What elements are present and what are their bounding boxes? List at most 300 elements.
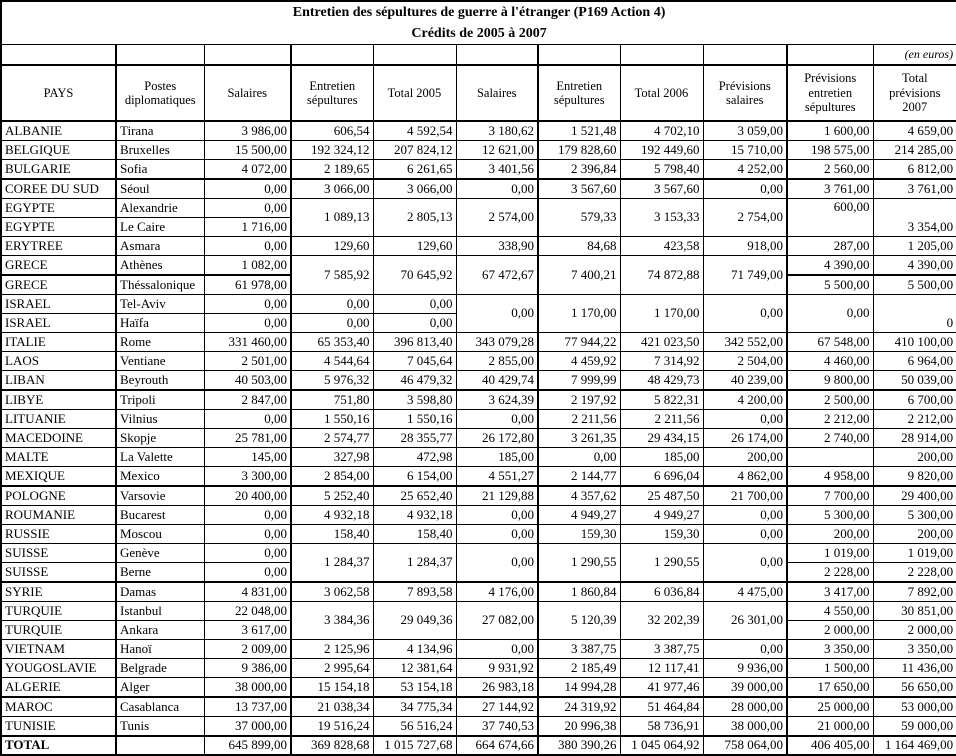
post-cell: Varsovie [116, 486, 204, 506]
post-cell: Tunis [116, 717, 204, 737]
amount-cell: 3 401,56 [456, 160, 538, 180]
amount-cell: 0,00 [456, 640, 538, 659]
table-row [1, 410, 956, 429]
amount-cell: 2 574,00 [456, 199, 538, 237]
amount-cell: 198 575,00 [787, 141, 873, 160]
amount-cell: 4 702,10 [620, 121, 703, 141]
table-row [1, 486, 956, 506]
amount-cell: 77 944,22 [538, 333, 620, 352]
amount-cell: 40 429,74 [456, 371, 538, 391]
country-cell: TURQUIE [1, 602, 116, 621]
amount-cell: 0,00 [538, 448, 620, 467]
amount-cell: 9 820,00 [873, 467, 956, 487]
amount-cell: 5 252,40 [291, 486, 373, 506]
header-row [1, 65, 956, 121]
amount-cell: 61 978,00 [204, 275, 291, 295]
amount-cell: 58 736,91 [620, 717, 703, 737]
amount-cell: 39 000,00 [703, 678, 787, 698]
amount-cell: 606,54 [291, 121, 373, 141]
amount-cell: 67 472,67 [456, 256, 538, 295]
amount-cell: 0,00 [703, 179, 787, 199]
country-cell: ALBANIE [1, 121, 116, 141]
amount-cell: 1 716,00 [204, 218, 291, 237]
country-cell: ITALIE [1, 333, 116, 352]
post-cell: Moscou [116, 525, 204, 544]
amount-cell: 26 983,18 [456, 678, 538, 698]
amount-cell: 40 503,00 [204, 371, 291, 391]
amount-cell: 19 516,24 [291, 717, 373, 737]
country-cell: COREE DU SUD [1, 179, 116, 199]
amount-cell: 129,60 [291, 237, 373, 256]
amount-cell: 214 285,00 [873, 141, 956, 160]
table-row [1, 640, 956, 659]
amount-cell: 0,00 [204, 410, 291, 429]
amount-cell: 0,00 [204, 525, 291, 544]
amount-cell: 37 000,00 [204, 717, 291, 737]
country-cell: ERYTREE [1, 237, 116, 256]
amount-cell: 56 516,24 [373, 717, 456, 737]
amount-cell: 2 847,00 [204, 390, 291, 410]
column-header-total-previsions-2007: Total prévisions 2007 [873, 65, 956, 121]
table-row [1, 506, 956, 525]
table-row [1, 390, 956, 410]
post-cell: Hanoï [116, 640, 204, 659]
amount-cell: 0,00 [291, 314, 373, 333]
amount-cell: 7 999,99 [538, 371, 620, 391]
amount-cell: 70 645,92 [373, 256, 456, 295]
amount-cell: 380 390,26 [538, 736, 620, 755]
amount-cell: 28 000,00 [703, 697, 787, 717]
amount-cell: 3 350,00 [787, 640, 873, 659]
table-row [1, 448, 956, 467]
amount-cell: 3 387,75 [538, 640, 620, 659]
amount-cell: 21 038,34 [291, 697, 373, 717]
post-cell: Tripoli [116, 390, 204, 410]
amount-cell: 21 129,88 [456, 486, 538, 506]
table-row [1, 582, 956, 602]
country-cell: ISRAEL [1, 314, 116, 333]
amount-cell: 1 164 469,00 [873, 736, 956, 755]
amount-cell: 5 500,00 [787, 275, 873, 295]
amount-cell: 3 062,58 [291, 582, 373, 602]
amount-cell: 6 261,65 [373, 160, 456, 180]
amount-cell: 71 749,00 [703, 256, 787, 295]
amount-cell: 7 400,21 [538, 256, 620, 295]
total-row [1, 736, 956, 755]
amount-cell: 11 436,00 [873, 659, 956, 678]
amount-cell: 0,00 [204, 544, 291, 563]
amount-cell: 12 381,64 [373, 659, 456, 678]
country-cell: MALTE [1, 448, 116, 467]
amount-cell: 331 460,00 [204, 333, 291, 352]
empty-cell [373, 45, 456, 66]
post-cell: Casablanca [116, 697, 204, 717]
amount-cell: 59 000,00 [873, 717, 956, 737]
post-cell: Berne [116, 563, 204, 583]
amount-cell: 4 252,00 [703, 160, 787, 180]
amount-cell: 192 449,60 [620, 141, 703, 160]
amount-cell: 343 079,28 [456, 333, 538, 352]
amount-cell: 0,00 [291, 295, 373, 314]
amount-cell: 0,00 [456, 179, 538, 199]
amount-cell: 1 500,00 [787, 659, 873, 678]
column-header-salaires-2005: Salaires [204, 65, 291, 121]
amount-cell: 4 592,54 [373, 121, 456, 141]
country-cell: ROUMANIE [1, 506, 116, 525]
country-cell: TUNISIE [1, 717, 116, 737]
amount-cell: 2 500,00 [787, 390, 873, 410]
amount-cell: 3 598,80 [373, 390, 456, 410]
amount-cell: 2 228,00 [787, 563, 873, 583]
amount-cell: 50 039,00 [873, 371, 956, 391]
amount-cell: 0,00 [787, 295, 873, 333]
table-row [1, 237, 956, 256]
post-cell: Genève [116, 544, 204, 563]
amount-cell: 4 831,00 [204, 582, 291, 602]
amount-cell: 1 170,00 [538, 295, 620, 333]
amount-cell: 0,00 [204, 506, 291, 525]
amount-cell: 7 700,00 [787, 486, 873, 506]
amount-cell: 9 800,00 [787, 371, 873, 391]
column-header-previsions-entretien-sepultures: Prévisions entretien sépultures [787, 65, 873, 121]
table-row [1, 333, 956, 352]
country-cell: VIETNAM [1, 640, 116, 659]
column-header-entretien-sepultures-2005: Entretien sépultures [291, 65, 373, 121]
post-cell: Beyrouth [116, 371, 204, 391]
amount-cell: 28 355,77 [373, 429, 456, 448]
amount-cell: 0,00 [204, 314, 291, 333]
amount-cell: 15 710,00 [703, 141, 787, 160]
table-row [1, 659, 956, 678]
amount-cell: 342 552,00 [703, 333, 787, 352]
country-cell: GRECE [1, 256, 116, 276]
amount-cell: 2 212,00 [787, 410, 873, 429]
amount-cell: 3 617,00 [204, 621, 291, 640]
amount-cell: 6 700,00 [873, 390, 956, 410]
amount-cell: 3 059,00 [703, 121, 787, 141]
amount-cell: 2 125,96 [291, 640, 373, 659]
amount-cell: 0,00 [703, 295, 787, 333]
column-header-total-2006: Total 2006 [620, 65, 703, 121]
post-cell: Le Caire [116, 218, 204, 237]
amount-cell [787, 448, 873, 467]
country-cell: GRECE [1, 275, 116, 295]
amount-cell: 5 300,00 [787, 506, 873, 525]
amount-cell: 3 153,33 [620, 199, 703, 237]
amount-cell: 4 544,64 [291, 352, 373, 371]
amount-cell: 2 995,64 [291, 659, 373, 678]
table-row [1, 160, 956, 180]
amount-cell: 1 290,55 [538, 544, 620, 583]
amount-cell: 5 300,00 [873, 506, 956, 525]
country-cell: ISRAEL [1, 295, 116, 314]
amount-cell: 421 023,50 [620, 333, 703, 352]
amount-cell: 200,00 [703, 448, 787, 467]
amount-cell: 1 521,48 [538, 121, 620, 141]
amount-cell: 0,00 [456, 410, 538, 429]
table-row [1, 602, 956, 621]
amount-cell: 1 170,00 [620, 295, 703, 333]
amount-cell: 1 290,55 [620, 544, 703, 583]
amount-cell: 29 434,15 [620, 429, 703, 448]
amount-cell: 4 862,00 [703, 467, 787, 487]
amount-cell: 2 211,56 [538, 410, 620, 429]
amount-cell: 1 550,16 [373, 410, 456, 429]
country-cell: BELGIQUE [1, 141, 116, 160]
amount-cell: 4 958,00 [787, 467, 873, 487]
empty-cell [620, 45, 703, 66]
amount-cell: 472,98 [373, 448, 456, 467]
country-cell: LITUANIE [1, 410, 116, 429]
amount-cell: 3 986,00 [204, 121, 291, 141]
post-cell: Mexico [116, 467, 204, 487]
country-cell: SUISSE [1, 563, 116, 583]
amount-cell: 13 737,00 [204, 697, 291, 717]
amount-cell: 27 082,00 [456, 602, 538, 640]
amount-cell: 4 134,96 [373, 640, 456, 659]
amount-cell: 30 851,00 [873, 602, 956, 621]
amount-cell: 4 659,00 [873, 121, 956, 141]
amount-cell: 1 600,00 [787, 121, 873, 141]
amount-cell: 20 996,38 [538, 717, 620, 737]
amount-cell: 26 174,00 [703, 429, 787, 448]
amount-cell: 5 798,40 [620, 160, 703, 180]
amount-cell: 4 949,27 [620, 506, 703, 525]
amount-cell: 15 154,18 [291, 678, 373, 698]
amount-cell: 12 117,41 [620, 659, 703, 678]
amount-cell: 2 000,00 [787, 621, 873, 640]
amount-cell: 84,68 [538, 237, 620, 256]
amount-cell: 4 932,18 [291, 506, 373, 525]
amount-cell: 25 000,00 [787, 697, 873, 717]
amount-cell: 2 754,00 [703, 199, 787, 237]
amount-cell: 2 211,56 [620, 410, 703, 429]
amount-cell: 2 805,13 [373, 199, 456, 237]
amount-cell: 3 180,62 [456, 121, 538, 141]
empty-cell [116, 45, 204, 66]
amount-cell: 20 400,00 [204, 486, 291, 506]
amount-cell: 6 036,84 [620, 582, 703, 602]
country-cell: SYRIE [1, 582, 116, 602]
amount-cell: 1 019,00 [873, 544, 956, 563]
empty-cell [703, 45, 787, 66]
post-cell: Alexandrie [116, 199, 204, 218]
amount-cell: 0,00 [204, 563, 291, 583]
post-cell: Séoul [116, 179, 204, 199]
amount-cell: 2 854,00 [291, 467, 373, 487]
amount-cell: 4 390,00 [873, 256, 956, 276]
amount-cell: 37 740,53 [456, 717, 538, 737]
amount-cell: 26 172,80 [456, 429, 538, 448]
amount-cell: 200,00 [787, 525, 873, 544]
amount-cell: 6 696,04 [620, 467, 703, 487]
amount-cell: 4 550,00 [787, 602, 873, 621]
amount-cell: 21 700,00 [703, 486, 787, 506]
post-cell: Athènes [116, 256, 204, 276]
amount-cell: 0,00 [373, 314, 456, 333]
post-cell: Rome [116, 333, 204, 352]
amount-cell: 2 501,00 [204, 352, 291, 371]
amount-cell: 4 390,00 [787, 256, 873, 276]
amount-cell: 406 405,00 [787, 736, 873, 755]
amount-cell: 2 740,00 [787, 429, 873, 448]
amount-cell: 2 574,77 [291, 429, 373, 448]
post-cell: Alger [116, 678, 204, 698]
post-cell: Bucarest [116, 506, 204, 525]
amount-cell: 287,00 [787, 237, 873, 256]
amount-cell: 51 464,84 [620, 697, 703, 717]
amount-cell: 200,00 [873, 525, 956, 544]
amount-cell: 1 284,37 [373, 544, 456, 583]
amount-cell: 2 185,49 [538, 659, 620, 678]
country-cell: TOTAL [1, 736, 116, 755]
table-row [1, 429, 956, 448]
amount-cell: 1 015 727,68 [373, 736, 456, 755]
amount-cell: 7 892,00 [873, 582, 956, 602]
amount-cell: 145,00 [204, 448, 291, 467]
table-row [1, 121, 956, 141]
title-line-1: Entretien des sépultures de guerre à l'étranger (P169 Action 4) [292, 5, 666, 20]
amount-cell: 0,00 [703, 640, 787, 659]
table-row [1, 525, 956, 544]
table-row [1, 717, 956, 737]
title-line-2: Crédits de 2005 à 2007 [411, 26, 547, 41]
amount-cell: 40 239,00 [703, 371, 787, 391]
amount-cell: 2 560,00 [787, 160, 873, 180]
amount-cell: 0,00 [456, 506, 538, 525]
amount-cell: 200,00 [873, 448, 956, 467]
amount-cell: 67 548,00 [787, 333, 873, 352]
amount-cell: 5 976,32 [291, 371, 373, 391]
amount-cell: 24 319,92 [538, 697, 620, 717]
amount-cell: 0,00 [204, 237, 291, 256]
amount-cell: 3 261,35 [538, 429, 620, 448]
country-cell: MACEDOINE [1, 429, 116, 448]
amount-cell: 600,00 [787, 199, 873, 237]
amount-cell: 25 652,40 [373, 486, 456, 506]
country-cell: RUSSIE [1, 525, 116, 544]
amount-cell: 185,00 [456, 448, 538, 467]
country-cell: BULGARIE [1, 160, 116, 180]
amount-cell: 159,30 [620, 525, 703, 544]
amount-cell: 38 000,00 [703, 717, 787, 737]
table-row [1, 467, 956, 487]
column-header-previsions-salaires: Prévisions salaires [703, 65, 787, 121]
amount-cell: 25 487,50 [620, 486, 703, 506]
post-cell: Skopje [116, 429, 204, 448]
post-cell: Bruxelles [116, 141, 204, 160]
amount-cell: 185,00 [620, 448, 703, 467]
amount-cell: 4 176,00 [456, 582, 538, 602]
amount-cell: 74 872,88 [620, 256, 703, 295]
table-row [1, 352, 956, 371]
amount-cell: 3 066,00 [291, 179, 373, 199]
amount-cell: 4 949,27 [538, 506, 620, 525]
post-cell: Haïfa [116, 314, 204, 333]
empty-cell [1, 45, 116, 66]
amount-cell: 2 144,77 [538, 467, 620, 487]
column-header-salaires-2006: Salaires [456, 65, 538, 121]
amount-cell: 369 828,68 [291, 736, 373, 755]
amount-cell: 9 931,92 [456, 659, 538, 678]
amount-cell: 29 400,00 [873, 486, 956, 506]
amount-cell: 25 781,00 [204, 429, 291, 448]
amount-cell: 3 567,60 [538, 179, 620, 199]
amount-cell: 6 154,00 [373, 467, 456, 487]
table-body [1, 121, 956, 755]
amount-cell: 1 045 064,92 [620, 736, 703, 755]
amount-cell: 2 000,00 [873, 621, 956, 640]
amount-cell: 34 775,34 [373, 697, 456, 717]
amount-cell: 2 009,00 [204, 640, 291, 659]
table-row [1, 678, 956, 698]
amount-cell: 7 045,64 [373, 352, 456, 371]
post-cell: Tel-Aviv [116, 295, 204, 314]
post-cell: Tirana [116, 121, 204, 141]
amount-cell: 3 624,39 [456, 390, 538, 410]
amount-cell: 2 197,92 [538, 390, 620, 410]
table-row [1, 697, 956, 717]
post-cell: Belgrade [116, 659, 204, 678]
amount-cell: 4 200,00 [703, 390, 787, 410]
amount-cell: 9 386,00 [204, 659, 291, 678]
post-cell: Asmara [116, 237, 204, 256]
amount-cell: 3 350,00 [873, 640, 956, 659]
amount-cell: 0,00 [456, 525, 538, 544]
empty-cell [291, 45, 373, 66]
post-cell: La Valette [116, 448, 204, 467]
amount-cell: 4 932,18 [373, 506, 456, 525]
amount-cell: 3 417,00 [787, 582, 873, 602]
amount-cell: 26 301,00 [703, 602, 787, 640]
amount-cell: 918,00 [703, 237, 787, 256]
country-cell: LIBYE [1, 390, 116, 410]
amount-cell: 3 761,00 [873, 179, 956, 199]
amount-cell: 22 048,00 [204, 602, 291, 621]
amount-cell: 751,80 [291, 390, 373, 410]
amount-cell: 1 082,00 [204, 256, 291, 276]
amount-cell: 1 860,84 [538, 582, 620, 602]
country-cell: LAOS [1, 352, 116, 371]
unit-row [1, 45, 956, 66]
post-cell: Théssalonique [116, 275, 204, 295]
amount-cell: 338,90 [456, 237, 538, 256]
column-header-entretien-sepultures-2006: Entretien sépultures [538, 65, 620, 121]
amount-cell: 7 314,92 [620, 352, 703, 371]
amount-cell: 7 585,92 [291, 256, 373, 295]
post-cell [116, 736, 204, 755]
amount-cell: 56 650,00 [873, 678, 956, 698]
amount-cell: 27 144,92 [456, 697, 538, 717]
amount-cell: 4 357,62 [538, 486, 620, 506]
amount-cell: 53 154,18 [373, 678, 456, 698]
column-header-pays: PAYS [1, 65, 116, 121]
amount-cell: 3 300,00 [204, 467, 291, 487]
amount-cell: 207 824,12 [373, 141, 456, 160]
amount-cell: 2 504,00 [703, 352, 787, 371]
amount-cell: 579,33 [538, 199, 620, 237]
empty-cell [538, 45, 620, 66]
country-cell: SUISSE [1, 544, 116, 563]
amount-cell: 0,00 [703, 525, 787, 544]
table-row [1, 544, 956, 563]
amount-cell: 1 089,13 [291, 199, 373, 237]
empty-cell [204, 45, 291, 66]
table-row [1, 199, 956, 218]
amount-cell: 0 [873, 295, 956, 333]
amount-cell: 396 813,40 [373, 333, 456, 352]
amount-cell: 17 650,00 [787, 678, 873, 698]
